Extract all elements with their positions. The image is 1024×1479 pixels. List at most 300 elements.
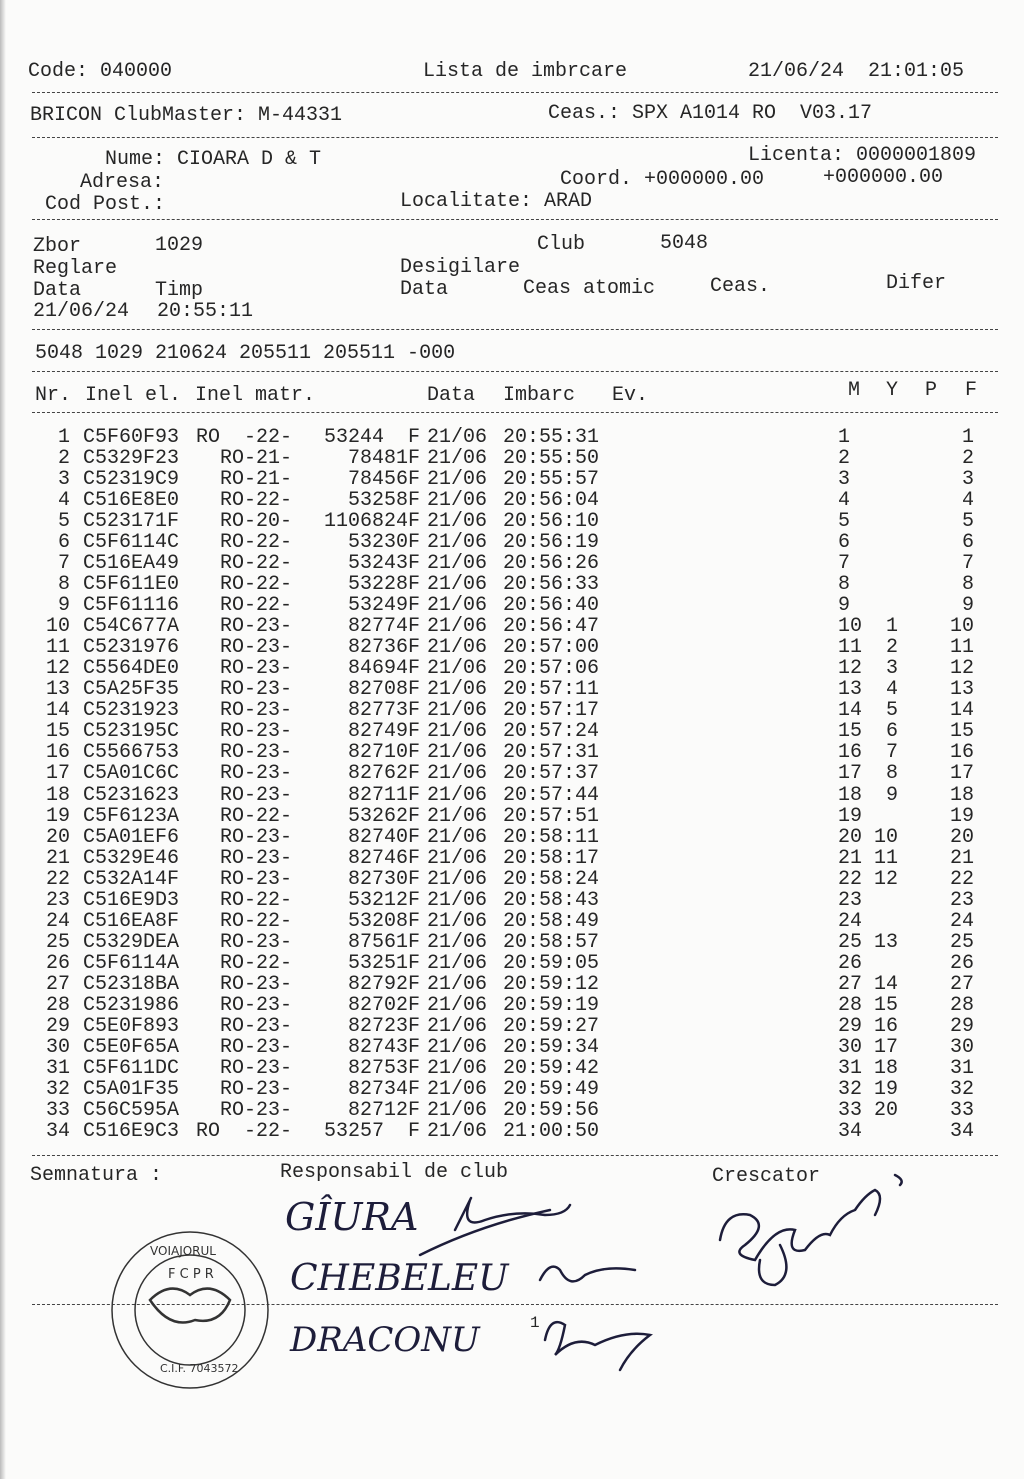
cell-matr: RO-21-: [219, 447, 292, 471]
cell-time: 20:56:10: [503, 510, 600, 534]
cell-m: 1: [838, 426, 851, 449]
cell-m: 26: [838, 951, 863, 975]
cell-nr: 33: [45, 1098, 70, 1122]
cell-date: 21/06: [427, 552, 488, 576]
cell-matr: RO-20-: [219, 510, 292, 534]
cell-nr: 32: [45, 1077, 70, 1101]
cell-m: 7: [838, 552, 851, 576]
cell-time: 20:59:49: [503, 1077, 600, 1101]
cell-matr: RO-23-: [219, 846, 292, 870]
cell-date: 21/06: [427, 972, 488, 996]
cell-f: 30: [949, 1035, 974, 1059]
cell-inel: C516EA8F: [83, 909, 180, 933]
clock-label: Ceas.: [710, 275, 771, 298]
summary-line: 5048 1029 210624 205511 205511 -000: [35, 342, 456, 365]
svg-text:F C P R: F C P R: [168, 1267, 214, 1282]
cell-y: 3: [885, 657, 898, 681]
owner-name: Nume: CIOARA D & T: [105, 148, 322, 171]
cell-f: 10: [949, 615, 974, 639]
cell-date: 21/06: [427, 615, 488, 639]
breeder-label: Crescator: [712, 1165, 821, 1188]
cell-nr: 10: [45, 615, 70, 639]
col-inel-el: Inel el.: [85, 384, 182, 407]
cell-nr: 14: [45, 699, 70, 723]
cell-inel: C5A01EF6: [83, 825, 180, 849]
signature-scribble: [545, 1322, 650, 1370]
cell-f: 25: [949, 930, 974, 954]
cell-date: 21/06: [427, 1014, 488, 1038]
cell-f: 27: [949, 972, 974, 996]
desigilare-label: Desigilare: [400, 256, 521, 279]
cell-ring: 82773F: [347, 699, 420, 723]
cell-date: 21/06: [427, 531, 488, 555]
cell-ring: 87561F: [347, 930, 420, 954]
cell-date: 21/06: [427, 993, 488, 1017]
atomic-clock-label: Ceas atomic: [523, 277, 656, 300]
cell-matr: RO-22-: [219, 909, 292, 933]
cell-f: 2: [961, 447, 974, 471]
cell-nr: 16: [45, 741, 70, 765]
cell-nr: 6: [57, 531, 70, 555]
cell-m: 10: [838, 615, 863, 639]
cell-matr: RO-22-: [219, 804, 292, 828]
cell-inel: C5329E46: [83, 846, 180, 870]
cell-inel: C523195C: [83, 720, 180, 744]
cell-m: 17: [838, 762, 863, 786]
cell-y: 11: [873, 846, 898, 870]
cell-nr: 31: [45, 1056, 70, 1080]
cell-time: 20:59:12: [503, 972, 600, 996]
cell-matr: RO-23-: [219, 720, 292, 744]
cell-matr: RO-22-: [219, 594, 292, 618]
cell-time: 20:57:11: [503, 678, 600, 702]
reglare-date: 21/06/24: [33, 300, 130, 323]
cell-inel: C516EA49: [83, 552, 180, 576]
cell-time: 20:56:40: [503, 594, 600, 618]
cell-date: 21/06: [427, 510, 488, 534]
cell-inel: C54C677A: [83, 615, 180, 639]
cell-time: 20:58:49: [503, 909, 600, 933]
col-imbarc: Imbarc: [503, 384, 576, 407]
cell-ring: 84694F: [347, 657, 420, 681]
breeder-signature: [720, 1175, 902, 1285]
cell-matr: RO-23-: [219, 657, 292, 681]
reglare-time: 20:55:11: [157, 300, 254, 323]
col-ev: Ev.: [612, 384, 649, 407]
cell-f: 15: [949, 720, 974, 744]
cell-time: 20:57:51: [503, 804, 600, 828]
club-stamp: [112, 1232, 268, 1388]
cell-ring: 53251F: [347, 951, 420, 975]
col-p: P: [925, 379, 938, 402]
cell-nr: 8: [57, 573, 70, 597]
handwritten-name-3: DRACONU: [290, 1320, 480, 1360]
cell-nr: 9: [57, 594, 70, 618]
cell-ring: 53230F: [347, 531, 420, 555]
cell-m: 22: [838, 867, 863, 891]
cell-time: 20:57:00: [503, 636, 600, 660]
cell-matr: RO-23-: [219, 678, 292, 702]
cell-y: 14: [873, 972, 898, 996]
cell-ring: 53244 F: [323, 426, 420, 449]
cell-f: 29: [949, 1014, 974, 1038]
cell-m: 6: [838, 531, 851, 555]
cell-nr: 19: [45, 804, 70, 828]
page-number: 1: [530, 1314, 540, 1332]
cell-m: 8: [838, 573, 851, 597]
cell-ring: 82734F: [347, 1077, 420, 1101]
reglare-label: Reglare: [33, 257, 118, 280]
cell-nr: 5: [57, 510, 70, 534]
cell-date: 21/06: [427, 573, 488, 597]
cell-f: 1: [961, 426, 974, 449]
cell-m: 14: [838, 699, 863, 723]
cell-m: 4: [838, 489, 851, 513]
cell-nr: 34: [45, 1119, 70, 1143]
cell-time: 20:59:27: [503, 1014, 600, 1038]
cell-nr: 23: [45, 888, 70, 912]
cell-date: 21/06: [427, 1077, 488, 1101]
cell-time: 20:57:06: [503, 657, 600, 681]
cell-ring: 53258F: [347, 489, 420, 513]
cell-time: 20:59:05: [503, 951, 600, 975]
cell-f: 26: [949, 951, 974, 975]
cell-date: 21/06: [427, 657, 488, 681]
cell-f: 28: [949, 993, 974, 1017]
cell-m: 29: [838, 1014, 863, 1038]
cell-date: 21/06: [427, 804, 488, 828]
cell-f: 32: [949, 1077, 974, 1101]
cell-inel: C5564DE0: [83, 657, 180, 681]
cell-matr: RO-23-: [219, 1014, 292, 1038]
cell-time: 20:55:57: [503, 468, 600, 492]
cell-matr: RO-22-: [219, 573, 292, 597]
cell-m: 2: [838, 447, 851, 471]
cell-m: 25: [838, 930, 863, 954]
cell-ring: 82708F: [347, 678, 420, 702]
cell-m: 9: [838, 594, 851, 618]
cell-time: 20:57:37: [503, 762, 600, 786]
cell-matr: RO-23-: [219, 636, 292, 660]
cell-inel: C516E8E0: [83, 489, 180, 513]
cell-f: 3: [961, 468, 974, 492]
cell-inel: C52318BA: [83, 972, 180, 996]
time-label: Timp: [155, 279, 204, 302]
cell-date: 21/06: [427, 1119, 488, 1143]
cell-time: 20:58:17: [503, 846, 600, 870]
cell-f: 34: [949, 1119, 974, 1143]
cell-y: 5: [885, 699, 898, 723]
cell-inel: C5231923: [83, 699, 180, 723]
cell-ring: 78456F: [347, 468, 420, 492]
cell-inel: C5F611E0: [83, 573, 180, 597]
cell-y: 12: [873, 867, 898, 891]
cell-matr: RO-23-: [219, 1098, 292, 1122]
cell-nr: 27: [45, 972, 70, 996]
cell-date: 21/06: [427, 678, 488, 702]
cell-m: 30: [838, 1035, 863, 1059]
cell-f: 23: [949, 888, 974, 912]
coord-lon: +000000.00: [823, 166, 944, 189]
cell-matr: RO-23-: [219, 762, 292, 786]
cell-inel: C5F60F93: [83, 426, 180, 449]
cell-date: 21/06: [427, 1035, 488, 1059]
col-f: F: [965, 379, 978, 402]
cell-date: 21/06: [427, 825, 488, 849]
signature-scribble: [420, 1198, 570, 1255]
clock-info: Ceas.: SPX A1014 RO V03.17: [548, 102, 873, 125]
cell-time: 20:57:17: [503, 699, 600, 723]
cell-nr: 12: [45, 657, 70, 681]
club-number: 5048: [660, 232, 709, 255]
cell-m: 13: [838, 678, 863, 702]
cell-date: 21/06: [427, 930, 488, 954]
cell-ring: 82743F: [347, 1035, 420, 1059]
cell-time: 20:56:04: [503, 489, 600, 513]
cell-inel: C5231976: [83, 636, 180, 660]
cell-nr: 24: [45, 909, 70, 933]
cell-matr: RO-22-: [219, 951, 292, 975]
cell-y: 1: [885, 615, 898, 639]
col-y: Y: [886, 379, 899, 402]
svg-text:VOIAJORUL: VOIAJORUL: [150, 1244, 216, 1258]
cell-matr: RO-22-: [219, 489, 292, 513]
cell-ring: 53262F: [347, 804, 420, 828]
cell-f: 31: [949, 1056, 974, 1080]
cell-date: 21/06: [427, 699, 488, 723]
cell-ring: 53228F: [347, 573, 420, 597]
cell-y: 8: [885, 762, 898, 786]
locality: Localitate: ARAD: [400, 190, 593, 213]
cell-m: 24: [838, 909, 863, 933]
cell-time: 20:57:24: [503, 720, 600, 744]
print-datetime: 21/06/24 21:01:05: [748, 60, 965, 83]
cell-inel: C5A25F35: [83, 678, 180, 702]
date-label: Data: [33, 279, 82, 302]
handwritten-name-1: GÎURA: [285, 1195, 419, 1239]
cell-time: 20:57:31: [503, 741, 600, 765]
cell-matr: RO-23-: [219, 783, 292, 807]
cell-time: 20:59:42: [503, 1056, 600, 1080]
cell-inel: C523171F: [83, 510, 180, 534]
cell-inel: C5566753: [83, 741, 180, 765]
cell-time: 20:57:44: [503, 783, 600, 807]
cell-date: 21/06: [427, 426, 488, 449]
cell-ring: 82746F: [347, 846, 420, 870]
cell-y: 9: [885, 783, 898, 807]
cell-m: 3: [838, 468, 851, 492]
cell-f: 8: [961, 573, 974, 597]
cell-matr: RO-22-: [219, 531, 292, 555]
cell-y: 16: [873, 1014, 898, 1038]
cell-f: 16: [949, 741, 974, 765]
cell-f: 22: [949, 867, 974, 891]
cell-m: 16: [838, 741, 863, 765]
cell-nr: 7: [57, 552, 70, 576]
cell-f: 17: [949, 762, 974, 786]
cell-ring: 82723F: [347, 1014, 420, 1038]
cell-ring: 53257 F: [323, 1119, 420, 1143]
cell-date: 21/06: [427, 951, 488, 975]
cell-time: 20:58:11: [503, 825, 600, 849]
cell-nr: 18: [45, 783, 70, 807]
cell-matr: RO-23-: [219, 825, 292, 849]
cell-date: 21/06: [427, 762, 488, 786]
cell-time: 20:55:31: [503, 426, 600, 449]
cell-date: 21/06: [427, 468, 488, 492]
cell-ring: 82762F: [347, 762, 420, 786]
cell-matr: RO-22-: [219, 888, 292, 912]
cell-y: 2: [885, 636, 898, 660]
cell-matr: RO -22-: [195, 426, 292, 449]
cell-ring: 82774F: [347, 615, 420, 639]
cell-matr: RO-23-: [219, 699, 292, 723]
cell-matr: RO-23-: [219, 993, 292, 1017]
cell-y: 19: [873, 1077, 898, 1101]
cell-inel: C532A14F: [83, 867, 180, 891]
cell-y: 7: [885, 741, 898, 765]
cell-matr: RO-23-: [219, 867, 292, 891]
coord-lat: Coord. +000000.00: [560, 168, 765, 191]
cell-inel: C5F61116: [83, 594, 180, 618]
cell-m: 34: [838, 1119, 863, 1143]
cell-m: 12: [838, 657, 863, 681]
cell-time: 20:59:19: [503, 993, 600, 1017]
cell-date: 21/06: [427, 846, 488, 870]
document-title: Lista de imbrcare: [423, 60, 628, 83]
cell-date: 21/06: [427, 720, 488, 744]
cell-time: 20:56:19: [503, 531, 600, 555]
cell-inel: C516E9D3: [83, 888, 180, 912]
cell-inel: C5329DEA: [83, 930, 180, 954]
cell-nr: 11: [45, 636, 70, 660]
col-data: Data: [427, 384, 476, 407]
cell-f: 4: [961, 489, 974, 513]
cell-inel: C5F6114A: [83, 951, 180, 975]
cell-inel: C5A01C6C: [83, 762, 180, 786]
cell-inel: C5231986: [83, 993, 180, 1017]
cell-nr: 15: [45, 720, 70, 744]
col-nr: Nr.: [35, 384, 72, 407]
cell-f: 5: [961, 510, 974, 534]
cell-f: 18: [949, 783, 974, 807]
cell-ring: 82712F: [347, 1098, 420, 1122]
cell-nr: 25: [45, 930, 70, 954]
code-label: Code: 040000: [28, 60, 173, 83]
cell-ring: 82736F: [347, 636, 420, 660]
cell-inel: C5F611DC: [83, 1056, 180, 1080]
cell-nr: 13: [45, 678, 70, 702]
cell-f: 14: [949, 699, 974, 723]
cell-ring: 53249F: [347, 594, 420, 618]
signature-scribble: [540, 1267, 635, 1282]
cell-matr: RO-23-: [219, 930, 292, 954]
cell-nr: 20: [45, 825, 70, 849]
cell-time: 20:58:57: [503, 930, 600, 954]
cell-time: 21:00:50: [503, 1119, 600, 1143]
postal-code-label: Cod Post.:: [45, 193, 166, 216]
cell-date: 21/06: [427, 636, 488, 660]
cell-nr: 21: [45, 846, 70, 870]
cell-inel: C5231623: [83, 783, 180, 807]
flight-label: Zbor: [33, 235, 82, 258]
clubmaster-id: BRICON ClubMaster: M-44331: [30, 104, 343, 127]
cell-nr: 29: [45, 1014, 70, 1038]
cell-ring: 53243F: [347, 552, 420, 576]
cell-inel: C5E0F893: [83, 1014, 180, 1038]
cell-matr: RO-23-: [219, 972, 292, 996]
cell-date: 21/06: [427, 741, 488, 765]
cell-nr: 22: [45, 867, 70, 891]
difference-label: Difer: [886, 272, 947, 295]
cell-f: 9: [961, 594, 974, 618]
cell-m: 31: [838, 1056, 863, 1080]
cell-date: 21/06: [427, 447, 488, 471]
cell-time: 20:55:50: [503, 447, 600, 471]
license: Licenta: 0000001809: [748, 144, 977, 167]
cell-time: 20:59:56: [503, 1098, 600, 1122]
cell-inel: C5A01F35: [83, 1077, 180, 1101]
handwritten-name-2: CHEBELEU: [290, 1258, 509, 1299]
cell-y: 13: [873, 930, 898, 954]
cell-m: 33: [838, 1098, 863, 1122]
cell-ring: 82792F: [347, 972, 420, 996]
cell-inel: C5F6114C: [83, 531, 180, 555]
cell-nr: 2: [57, 447, 70, 471]
cell-f: 13: [949, 678, 974, 702]
cell-m: 15: [838, 720, 863, 744]
cell-date: 21/06: [427, 1056, 488, 1080]
cell-nr: 1: [57, 426, 70, 449]
cell-y: 10: [873, 825, 898, 849]
address-label: Adresa:: [80, 171, 165, 194]
cell-ring: 82710F: [347, 741, 420, 765]
cell-nr: 3: [57, 468, 70, 492]
cell-time: 20:58:43: [503, 888, 600, 912]
col-m: M: [848, 379, 861, 402]
cell-f: 21: [949, 846, 974, 870]
signature-label: Semnatura :: [30, 1164, 163, 1187]
cell-date: 21/06: [427, 1098, 488, 1122]
cell-y: 17: [873, 1035, 898, 1059]
col-inel-matr: Inel matr.: [195, 384, 316, 407]
cell-time: 20:56:47: [503, 615, 600, 639]
cell-inel: C56C595A: [83, 1098, 180, 1122]
cell-ring: 78481F: [347, 447, 420, 471]
cell-ring: 82711F: [347, 783, 420, 807]
cell-inel: C52319C9: [83, 468, 180, 492]
flight-number: 1029: [155, 234, 204, 257]
cell-ring: 82749F: [347, 720, 420, 744]
cell-ring: 82702F: [347, 993, 420, 1017]
cell-time: 20:59:34: [503, 1035, 600, 1059]
cell-y: 15: [873, 993, 898, 1017]
cell-date: 21/06: [427, 783, 488, 807]
cell-m: 19: [838, 804, 863, 828]
club-label: Club: [537, 233, 586, 256]
cell-ring: 1106824F: [323, 510, 420, 534]
cell-y: 20: [873, 1098, 898, 1122]
cell-f: 19: [949, 804, 974, 828]
cell-nr: 30: [45, 1035, 70, 1059]
cell-matr: RO-23-: [219, 1035, 292, 1059]
cell-y: 18: [873, 1056, 898, 1080]
cell-nr: 17: [45, 762, 70, 786]
cell-date: 21/06: [427, 594, 488, 618]
cell-f: 6: [961, 531, 974, 555]
cell-y: 4: [885, 678, 898, 702]
cell-m: 18: [838, 783, 863, 807]
